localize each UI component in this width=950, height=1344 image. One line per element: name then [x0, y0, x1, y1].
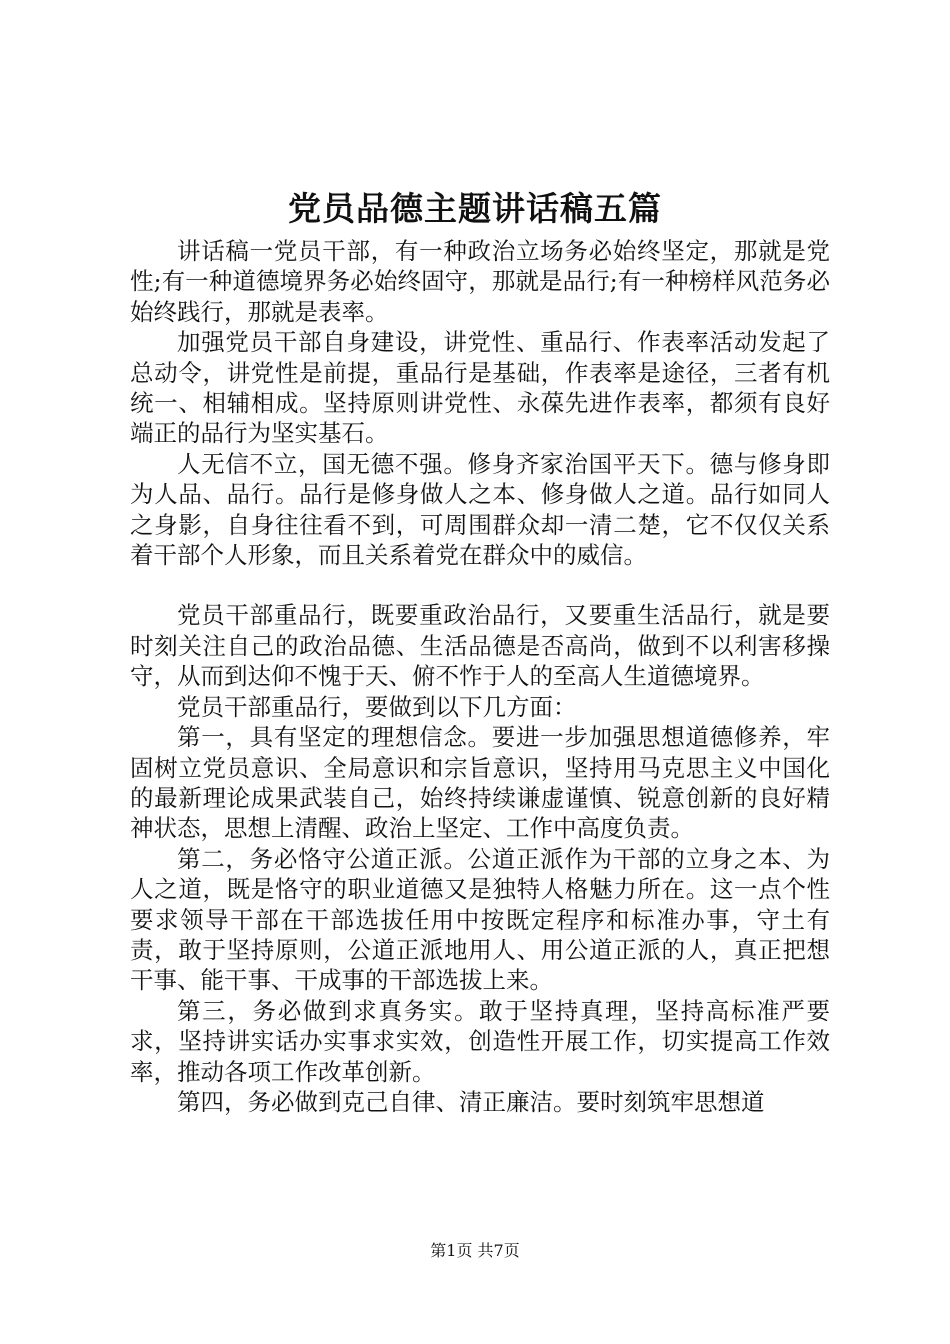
paragraph: 党员干部重品行，要做到以下几方面：	[177, 692, 577, 721]
paragraph: 第一，具有坚定的理想信念。要进一步加强思想道德修养，牢固树立党员意识、全局意识和宗旨意识，坚持用马克思主义中国化的最新理论成果武装自己，始终持续谦虚谨慎、锐意创新的良好精神状态，思想上清醒、政治上坚定、工作中高度负责。	[130, 723, 830, 843]
paragraph: 讲话稿一党员干部，有一种政治立场务必始终坚定，那就是党性;有一种道德境界务必始终固守，那就是品行;有一种榜样风范务必始终践行，那就是表率。	[130, 237, 830, 326]
paragraph: 党员干部重品行，既要重政治品行，又要重生活品行，就是要时刻关注自己的政治品德、生活品德是否高尚，做到不以利害移操守，从而到达仰不愧于天、俯不怍于人的至高人生道德境界。	[130, 601, 830, 691]
document-body	[130, 236, 830, 1117]
paragraph: 第三，务必做到求真务实。敢于坚持真理，坚持高标准严要求，坚持讲实话办实事求实效，创造性开展工作，切实提高工作效率，推动各项工作改革创新。	[130, 996, 830, 1086]
page-number-footer: 第1页 共7页	[430, 1241, 520, 1260]
paragraph: 第二，务必恪守公道正派。公道正派作为干部的立身之本、为人之道，既是恪守的职业道德又是独特人格魅力所在。这一点个性要求领导干部在干部选拔任用中按既定程序和标准办事，守土有责，敢于坚持原则，公道正派地用人、用公道正派的人，真正把想干事、能干事、干成事的干部选拔上来。	[130, 844, 830, 995]
paragraph: 加强党员干部自身建设，讲党性、重品行、作表率活动发起了总动令，讲党性是前提，重品行是基础，作表率是途径，三者有机统一、相辅相成。坚持原则讲党性、永葆先进作表率，都须有良好端正的品行为坚实基石。	[130, 328, 830, 448]
document-title: 党员品德主题讲话稿五篇	[288, 189, 662, 228]
paragraph: 第四，务必做到克己自律、清正廉洁。要时刻筑牢思想道	[177, 1087, 765, 1116]
paragraph: 人无信不立，国无德不强。修身齐家治国平天下。德与修身即为人品、品行。品行是修身做人之本、修身做人之道。品行如同人之身影，自身往往看不到，可周围群众却一清二楚，它不仅仅关系着干部个人形象，而且关系着党在群众中的威信。	[130, 449, 830, 570]
